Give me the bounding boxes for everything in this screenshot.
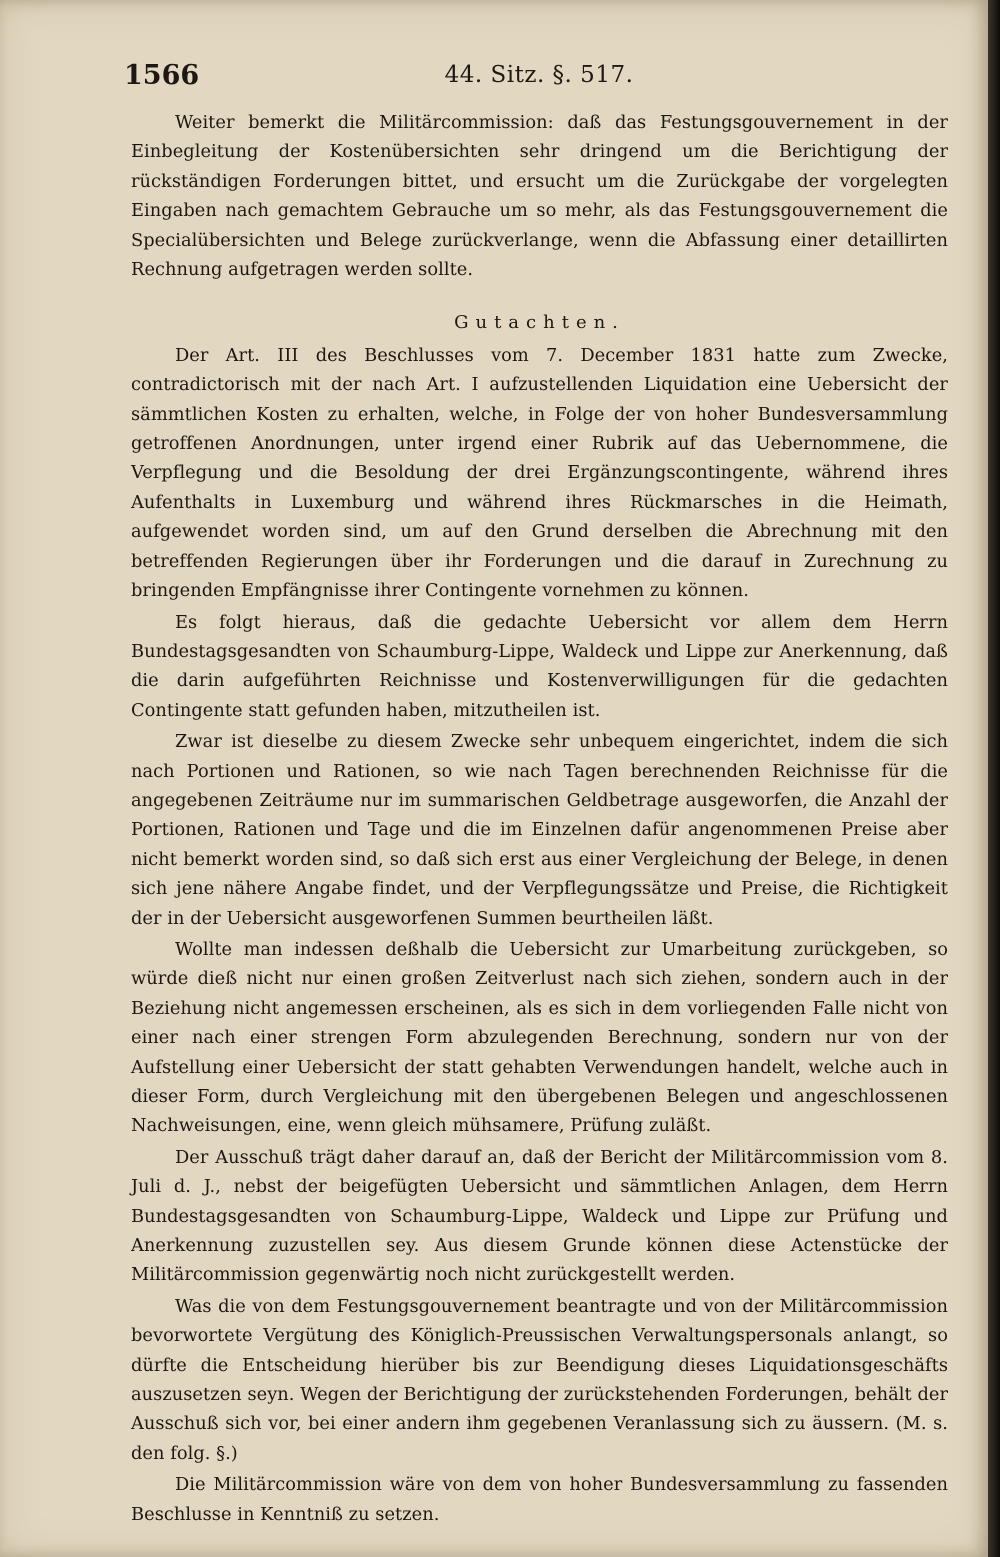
section-heading: Gutachten. [454, 312, 625, 334]
page-edge-shadow [988, 0, 1000, 1557]
paragraph-3: Es folgt hieraus, daß die gedachte Uebersicht vor allem dem Herrn Bundestagsgesandten von Schaumburg-Lippe, Waldeck und Lippe zur Anerkennung, daß die darin aufgeführten Reichnisse und Kostenverwilligungen für die gedachten Contingente statt gefunden haben, mitzutheilen ist. [131, 611, 948, 721]
paragraph-1: Weiter bemerkt die Militärcommission: daß das Festungsgouvernement in der Einbegleitung der Kostenübersichten sehr dringend um die Berichtigung der rückständigen Forderungen bittet, und ersucht um die Zurückgabe der vorgelegten Eingaben nach gemachtem Gebrauche um so mehr, als das Festungsgouvernement die Specialübersichten und Belege zurückverlange, wenn die Abfassung einer detaillirten Rechnung aufgetragen werden sollte. [131, 112, 948, 281]
paragraph-2: Der Art. III des Beschlusses vom 7. December 1831 hatte zum Zwecke, contradictorisch mit der nach Art. I aufzustellenden Liquidation eine Uebersicht der sämmtlichen Kosten zu erhalten, welche, in Folge der von hoher Bundesversammlung getroffenen Anordnungen, unter irgend einer Rubrik auf das Uebernommene, die Verpflegung und die Besoldung der drei Ergänzungscontingente, während ihres Aufenthalts in Luxemburg und während ihres Rückmarsches in die Heimath, aufgewendet worden sind, um auf den Grund derselben die Abrechnung mit den betreffenden Regierungen über ihr Forderungen und die darauf in Zurechnung zu bringenden Empfängnisse ihrer Contingente vornehmen zu können. [131, 344, 948, 602]
document-body [131, 108, 948, 1529]
paragraph-7: Was die von dem Festungsgouvernement beantragte und von der Militärcommission bevorwortete Vergütung des Königlich-Preussischen Verwaltungspersonals anlangt, so dürfte die Entscheidung hierüber bis zur Beendigung dieses Liquidationsgeschäfts auszusetzen seyn. Wegen der Berichtigung der zurückstehenden Forderungen, behält der Ausschuß sich vor, bei einer andern ihm gegebenen Veranlassung sich zu äussern. (M. s. den folg. §.) [131, 1295, 948, 1464]
paragraph-8: Die Militärcommission wäre von dem von hoher Bundesversammlung zu fassenden Beschlusse in Kenntniß zu setzen. [131, 1474, 948, 1525]
page-header [124, 60, 954, 100]
paragraph-6: Der Ausschuß trägt daher darauf an, daß der Bericht der Militärcommission vom 8. Juli d. J., nebst der beigefügten Uebersicht und sämmtlichen Anlagen, dem Herrn Bundestagsgesandten von Schaumburg-Lippe, Waldeck und Lippe zur Prüfung und Anerkennung zuzustellen sey. Aus diesem Grunde können diese Actenstücke der Militärcommission gegenwärtig noch nicht zurückgestellt werden. [131, 1146, 948, 1286]
paragraph-4: Zwar ist dieselbe zu diesem Zwecke sehr unbequem eingerichtet, indem die sich nach Portionen und Rationen, so wie nach Tagen berechnenden Reichnisse für die angegebenen Zeiträume nur im summarischen Geldbetrage ausgeworfen, die Anzahl der Portionen, Rationen und Tage und die im Einzelnen dafür angenommenen Preise aber nicht bemerkt worden sind, so daß sich erst aus einer Vergleichung der Belege, in denen sich jene nähere Angabe findet, und der Verpflegungssätze und Preise, die Richtigkeit der in der Uebersicht ausgeworfenen Summen beurtheilen läßt. [131, 731, 948, 929]
page-number: 1566 [124, 60, 200, 91]
running-head: 44. Sitz. §. 517. [444, 62, 634, 88]
paragraph-5: Wollte man indessen deßhalb die Uebersicht zur Umarbeitung zurückgeben, so würde dieß nicht nur einen großen Zeitverlust nach sich ziehen, sondern auch in der Beziehung nicht angemessen erscheinen, als es sich in dem vorliegenden Falle nicht von einer nach einer strengen Form abzulegenden Berechnung, sondern nur von der Aufstellung einer Uebersicht der statt gehabten Verwendungen handelt, welche auch in dieser Form, durch Vergleichung mit den übergebenen Belegen und angeschlossenen Nachweisungen, eine, wenn gleich mühsamere, Prüfung zuläßt. [131, 938, 948, 1137]
